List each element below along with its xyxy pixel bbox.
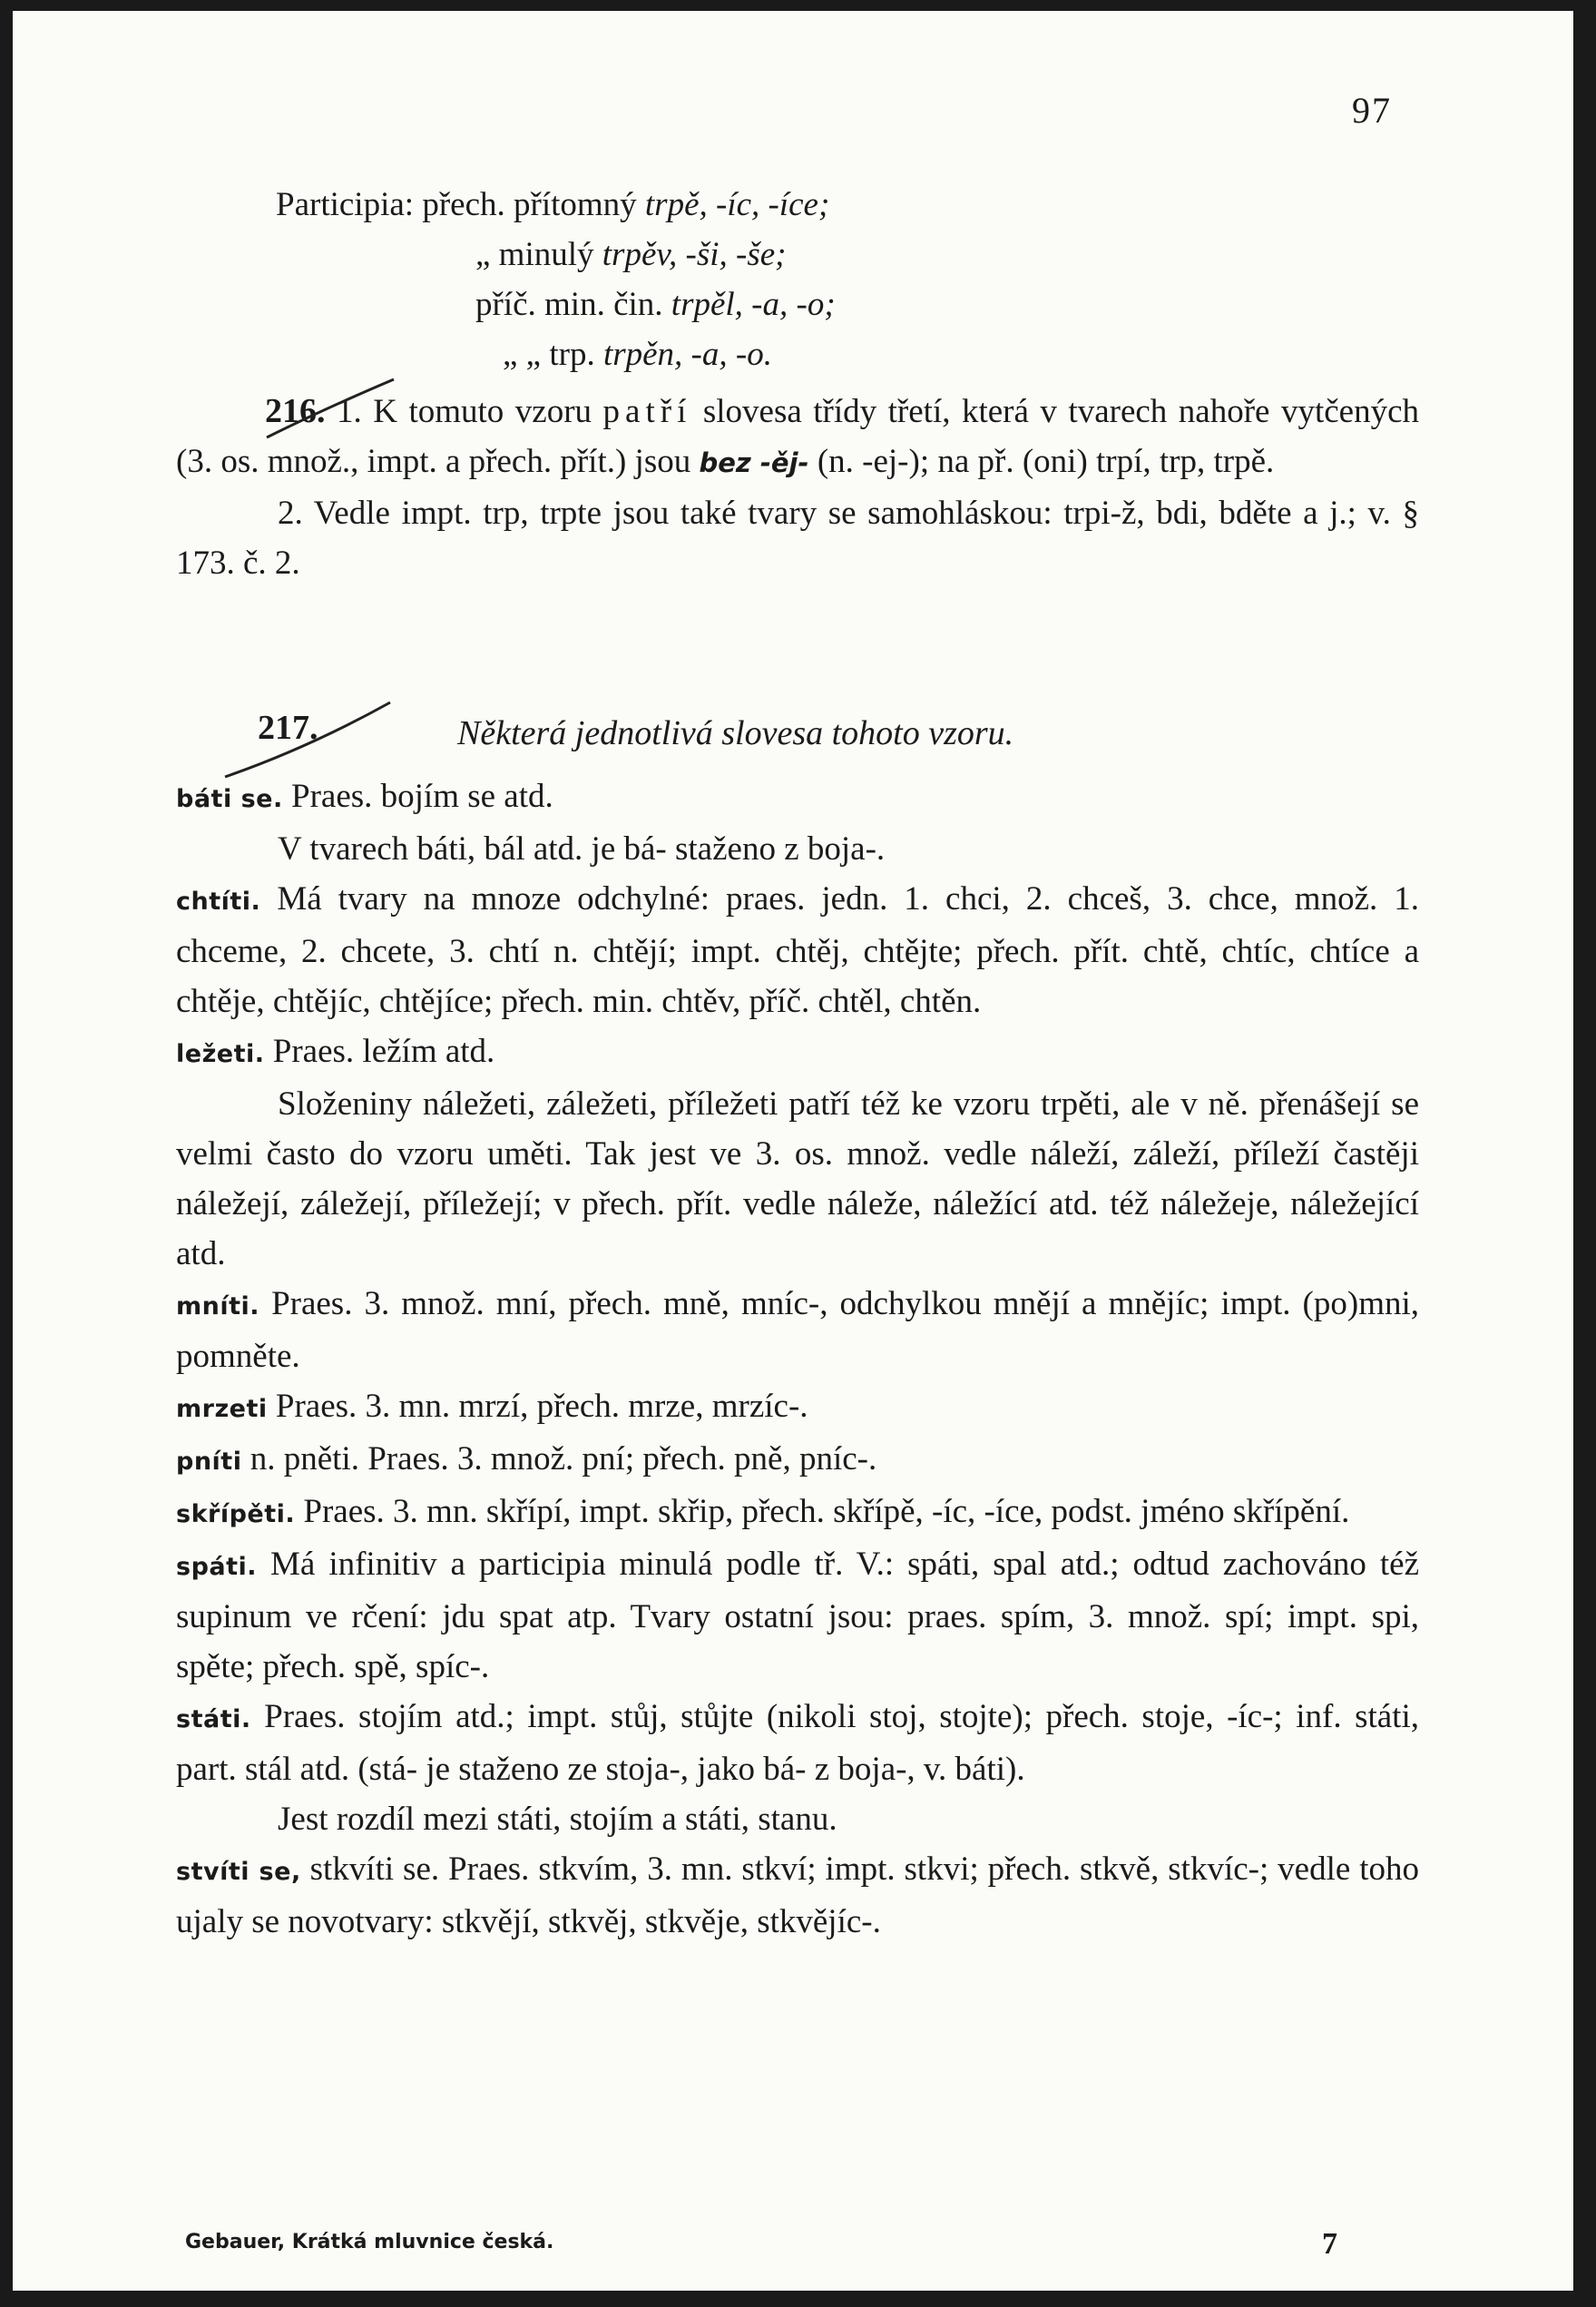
participia-line-1: Participia: přech. přítomný trpě, -íc, -íce;	[276, 186, 830, 223]
section-217-number: 217.	[258, 709, 318, 747]
entry-mrzeti: mrzeti Praes. 3. mn. mrzí, přech. mrze, mrzíc-.	[176, 1388, 808, 1425]
section-216-paragraph-1: 216. 1. K tomuto vzoru patří slovesa třídy třetí, která v tvarech nahoře vytčených (3. os. množ., impt. a přech. přít.) jsou bez -ěj- (n. -ej-); na př. (oni) trpí, trp, trpě.	[176, 392, 1419, 480]
headword-mrzeti: mrzeti	[176, 1395, 268, 1423]
entry-chtiti: chtíti. Má tvary na mnoze odchylné: praes. jedn. 1. chci, 2. chceš, 3. chce, množ. 1. chceme, 2. chcete, 3. chtí n. chtějí; impt. chtěj, chtějte; přech. přít. chtě, chtíc, chtíce a chtěje, chtějíc, chtějíce; přech. min. chtěv, příč. chtěl, chtěn.	[176, 880, 1420, 1020]
footer-signature: 7	[1322, 2227, 1337, 2261]
entry-lezeti: ležeti. Praes. ležím atd.	[176, 1033, 495, 1070]
section-216-paragraph-2: 2. Vedle impt. trp, trpte jsou také tvary se samohláskou: trpi-ž, bdi, bděte a j.; v. § 173. č. 2.	[176, 495, 1419, 582]
section-216-number: 216.	[265, 392, 326, 430]
headword-bati: báti se.	[176, 785, 283, 813]
participia-line-4: „ „ trp. trpěn, -a, -o.	[503, 336, 772, 373]
headword-stviti: stvíti se,	[176, 1858, 301, 1886]
headword-skripeti: skřípěti.	[176, 1500, 296, 1528]
headword-pniti: pníti	[176, 1448, 242, 1476]
participia-block	[276, 180, 1455, 379]
entry-bati: báti se. Praes. bojím se atd.	[176, 778, 553, 815]
footer	[185, 2227, 1337, 2261]
headword-mniti: mníti.	[176, 1292, 260, 1320]
footer-title: Gebauer, Krátká mluvnice česká.	[185, 2231, 554, 2253]
entry-spati: spáti. Má infinitiv a participia minulá podle tř. V.: spáti, spal atd.; odtud zachováno též supinum ve rčení: jdu spat atp. Tvary ostatní jsou: praes. spím, 3. množ. spí; impt. spi, spěte; přech. spě, spíc-.	[176, 1546, 1420, 1685]
entry-bati-note: V tvarech báti, bál atd. je bá- staženo z boja-.	[278, 830, 886, 868]
headword-spati: spáti.	[176, 1553, 258, 1581]
headword-lezeti: ležeti.	[176, 1040, 265, 1068]
entry-stviti: stvíti se, stkvíti se. Praes. stkvím, 3. mn. stkví; impt. stkvi; přech. stkvě, stkvíc-; vedle toho ujaly se novotvary: stkvějí, stkvěj, stkvěje, stkvějíc-.	[176, 1851, 1419, 1940]
entry-stati-note: Jest rozdíl mezi státi, stojím a státi, stanu.	[278, 1801, 837, 1838]
entry-pniti: pníti n. pněti. Praes. 3. množ. pní; přech. pně, pníc-.	[176, 1440, 877, 1477]
section-216	[176, 387, 1419, 588]
entries-block	[176, 771, 1419, 1947]
entry-skripeti: skřípěti. Praes. 3. mn. skřípí, impt. skřip, přech. skřípě, -íc, -íce, podst. jméno skřípění.	[176, 1493, 1350, 1530]
page-number: 97	[1352, 90, 1392, 131]
participia-line-2: „ minulý trpěv, -ši, -še;	[475, 236, 787, 273]
headword-chtiti: chtíti.	[176, 888, 261, 916]
participia-line-3: příč. min. čin. trpěl, -a, -o;	[475, 286, 836, 323]
page	[13, 11, 1573, 2291]
entry-lezeti-note: Složeniny náležeti, záležeti, příležeti patří též ke vzoru trpěti, ale v ně. přenášejí se velmi často do vzoru uměti. Tak jest ve 3. os. množ. vedle náleží, záleží, příleží častěji náležejí, záležejí, příležejí; v přech. přít. vedle náleže, náležící atd. též náležeje, náležející atd.	[176, 1085, 1419, 1272]
headword-stati: státi.	[176, 1705, 251, 1733]
entry-mniti: mníti. Praes. 3. množ. mní, přech. mně, mníc-, odchylkou mnějí a mnějíc; impt. (po)mni, pomněte.	[176, 1285, 1420, 1375]
entry-stati: státi. Praes. stojím atd.; impt. stůj, stůjte (nikoli stoj, stojte); přech. stoje, -íc-; inf. státi, part. stál atd. (stá- je staženo ze stoja-, jako bá- z boja-, v. báti).	[176, 1698, 1419, 1788]
section-217-heading: Některá jednotlivá slovesa tohoto vzoru.	[457, 714, 1014, 752]
